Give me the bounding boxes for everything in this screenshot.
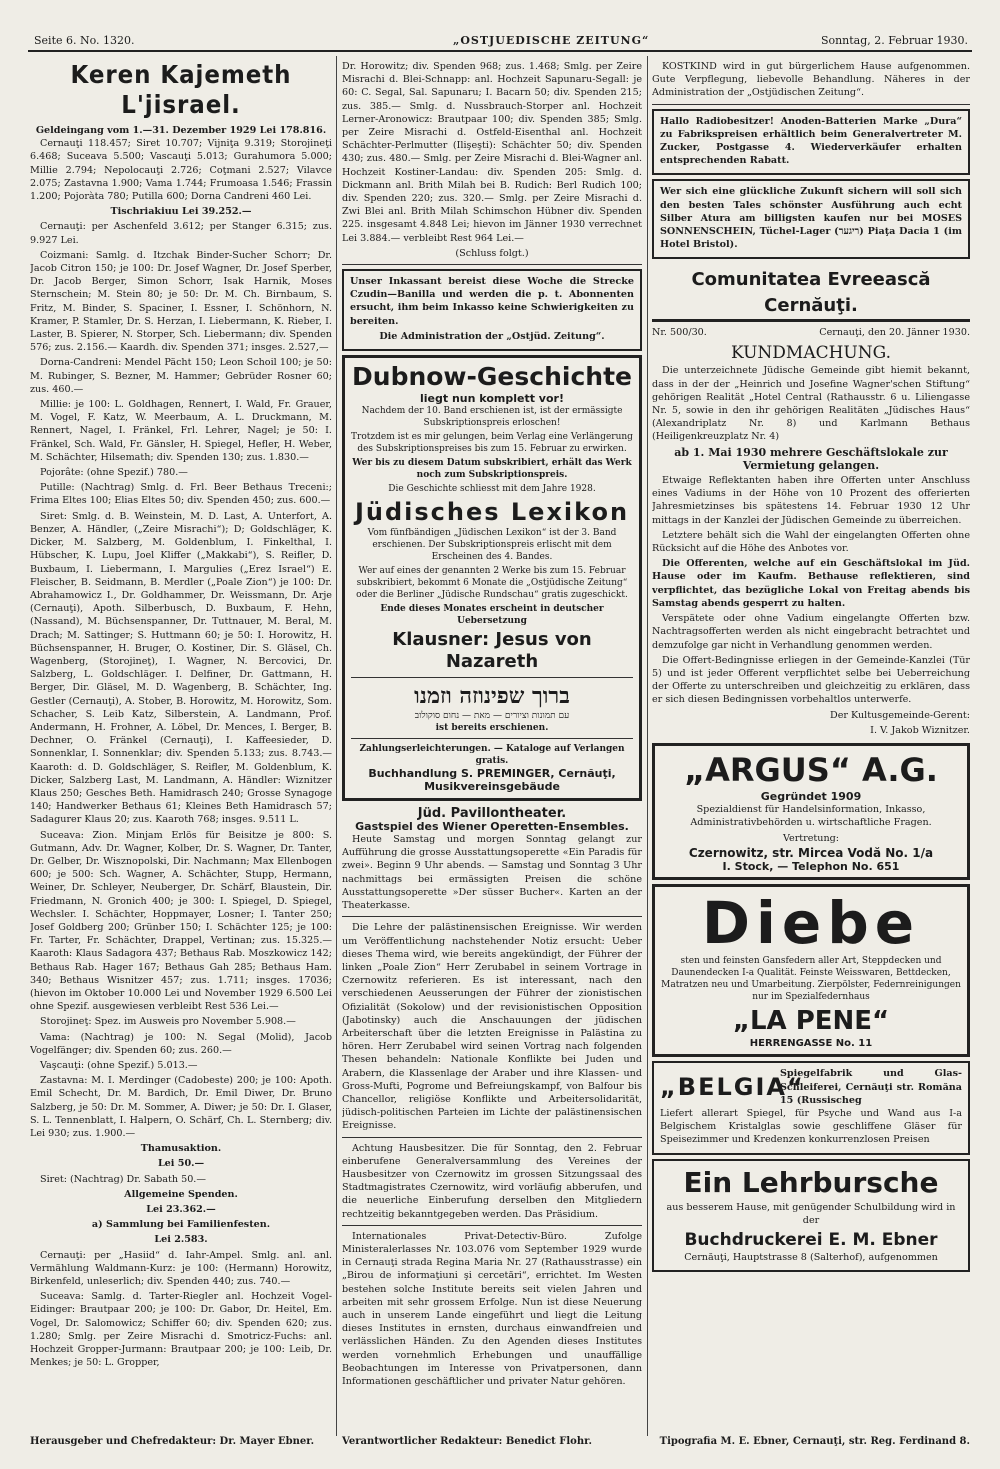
lexikon-title: Jüdisches Lexikon (354, 498, 630, 527)
subheading: Lei 50.— (157, 1158, 205, 1170)
kkl-intro: Geldeingang vom 1.—31. Dezember 1929 Lei 178.816. (35, 125, 327, 136)
article-paragraph: Vama: (Nachtrag) je 100: N. Segal (Molid), Jacob Vogelfänger; div. Spenden 60; zus. 260.— (30, 1031, 332, 1056)
article-paragraph: Siret: (Nachtrag) Dr. Sabath 50.— (40, 1173, 206, 1185)
ad-text: Wer bis zu diesem Datum subskribiert, erhält das Werk noch zum Subskriptionspreis. (352, 458, 632, 481)
ad-text: Nachdem der 10. Band erschienen ist, ist der ermässigte Subskriptionspreis erloschen! (361, 406, 623, 429)
to-be-continued: (Schluss folgt.) (455, 247, 529, 259)
newspaper-title: „OSTJUEDISCHE ZEITUNG“ (453, 34, 650, 47)
column-3 (652, 60, 970, 1432)
ad-text: Wer auf eines der genannten 2 Werke bis zum 15. Februar subskribiert, bekommt 6 Monate die „Ostjüdische Zeitung“ oder die Berliner „Jüdische Rundschau“ gratis zugeschickt. (356, 566, 628, 601)
ad-text: Ende dieses Monates erscheint in deutscher Uebersetzung (380, 604, 604, 627)
article-paragraph: Cernauţi 118.457; Siret 10.707; Vijniţa 9.319; Storojineţi 6.468; Suceava 5.500; Vascauţi 5.013; Gurahumora 5.000; Millie 2.794; Nepolocauţi 2.726; Coţmani 2.527; Vilavce 2.075; Zastavna 1.900; Vama 1.744; Frumoasa 1.546; Frassin 1.200; Pojoràta 780; Putilla 600; Dorna Candreni 460 Lei. (30, 138, 332, 203)
theater-subtitle: Gastspiel des Wiener Operetten-Ensembles. (355, 819, 629, 833)
diebe-title: Diebe (701, 889, 921, 958)
document-number: Nr. 500/30. (652, 327, 707, 339)
community-title: Comunitatea Evreească Cernăuţi. (652, 267, 970, 322)
article-paragraph: Suceava: Zion. Minjam Erlös für Beisitze je 800: S. Gutmann, Adv. Dr. Wagner, Kolber, Dr. S. Wagner, Dr. Tanter, Dr. Gelber, Dr. Wisznopolski, Dir. Nachmann; Max Ellenbogen 600; je 500: Sch. Wagner, A. Schächter, Stupp, Hermann, Weiner, Dr. Schleyer, Neuberger, Dr. Schärf, Blaustein, Dir. Friedmann, N. Gronich 400; je 300: I. Spiegel, D. Spiegel, Wechsler. I. Schächter, Hoppmayer, Losner; I. Tanter 250; Josef Goldberg 200; Grünber 150; I. Schächter 125; je 100: Fr. Tarter, Fr. Schächter, Drappel, Vertinan; zus. 15.325.— Kaaroth: Klaus Sadagora 437; Bethaus Rab. Moszkowicz 142; Bethaus Rab. Hager 167; Bethaus Gah 285; Bethaus Ham. 340; Bethaus Wisnitzer 457; zus. 1.711; insges. 17036; (hievon im Oktober 10.000 Lei und November 1929 6.500 Lei ohne Spezif. ausgewiesen verbleibt Rest 536 Lei.— (30, 829, 332, 1013)
argus-ad (652, 743, 970, 880)
belgia-ad (652, 1061, 970, 1154)
page-header (28, 32, 972, 52)
subheading: Tischriakiuu Lei 39.252.— (110, 206, 252, 218)
announcement-signature: Der Kultusgemeinde-Gerent: (830, 709, 970, 721)
ad-text: Vertretung: (782, 832, 840, 844)
bookstore-name: Buchhandlung S. PREMINGER, Cernăuţi, Musikvereinsgebäude (368, 767, 616, 794)
collector-notice (342, 269, 642, 351)
ad-text: Spiegelfabrik und Glas-Schleiferei, Cernăuţi str. Romăna 15 (Russischeg (780, 1068, 962, 1106)
announcement-text: Die Offerenten, welche auf ein Geschäftslokal im Jüd. Hause oder im Kaufm. Bethause reflektieren, sind verpflichtet, das bezügliche Lokal von Freitag abends bis Samstag abends gesperrt zu halten. (652, 558, 970, 609)
issue-date: Sonntag, 2. Februar 1930. (820, 34, 968, 47)
article-paragraph: Siret: Smlg. d. B. Weinstein, M. D. Last, A. Unterfort, A. Benzer, A. Händler, („Zeire Misrachi“); D; Goldschläger, K. Dicker, M. Salzberg, M. Goldenblum, I. Finkelthal, I. Hübscher, K. Lupu, Joel Kliffer („Makkabi“), S. Reifler, D. Buxbaum, I. Liebermann, I. Margulies („Erez Israel“) E. Fleischer, B. Seidmann, B. Merdler („Poale Zion“) je 100: Dr. Abrahamowicz I., Dr. Goldhammer, Dr. Weissmann, Dr. Arje (Cernauţi), Apoth. Silberbusch, D. Buxbaum, F. Hehn, (Nassand), M. Büchsenspanner, Dr. Tuttnauer, M. Beral, M. Drach; M. Sattinger; S. Huttmann 60; je 50: I. Horowitz, H. Büchsenspanner, H. Bruger, O. Kostiner, Dir. S. Gläsel, Ch. Wagenberg, (Storojineţ), I. Wagner, N. Bercovici, Dr. Salzberg, L. Goldschläger. I. Delfiner, Dr. Gattmann, H. Berger, Dir. Gläsel, M. D. Wagenberg, B. Schächter, Ing. Gestler (Cernauţi), A. Stober, B. Horowitz, M. Horowitz, Som. Schacher, S. Leib Katz, Silberstein, A. Landmann, Prof. Andermann, H. Frohner, A. Löbel, Dr. Mences, I. Berger, B. Dechner, O. Fränkel (Cernauţi), I. Kaffeesieder, D. Sonnenklar, I. Sonnenklar; div. Spenden 5.133; zus. 8.743.— Kaaroth: d. D. Goldschläger, S. Reifler, M. Goldenblum, K. Dicker, Salzberg Last, M. Landmann, A. Händler: Wiznitzer Klaus 250; Gesches Beth. Hamidrasch 240; Grosse Synagoge 140; Handwerker Bethaus 61; Kleines Beth Hamidrasch 57; Sadagurer Klaus 20; zus. Kaaroth 768; insges. 9.511 L. (30, 510, 332, 826)
footer-publisher: Herausgeber und Chefredakteur: Dr. Mayer Ebner. (30, 1436, 315, 1447)
article-paragraph: Die Lehre der palästinensischen Ereignisse. Wir werden um Veröffentlichung nachstehender Notiz ersucht: Ueber dieses Thema wird, wie bereits angekündigt, der Führer der linken „Poale Zion“ Herr Zerubabel in seinem Vortrage in Czernowitz referieren. Es ist interessant, nach den verschiedenen Aeusserungen der Führer der zionistischen Ofizialität (Sokolow) und der revisionistischen Opposition (Jabotinsky) auch die Anschauungen der jüdischen Arbeiterschaft über die letzten Ereignisse in Palästina zu hören. Herr Zerubabel wird seinen Vortrag nach folgenden Thesen behandeln: Nationale Konflikte bei Juden und Arabern, die Klassenlage der Araber und ihre Klassen- und Gross-Mufti, Pogrome und Befreiungskampf, von Balfour bis Chancellor, religiöse Konflikte und Arbeitersolidarität, jüdisch-politischen Parteien im Lichte der palästinensischen Ereignisse. (342, 922, 642, 1132)
belgia-title: „BELGIA“ (660, 1073, 805, 1102)
article-paragraph: Dorna-Candreni: Mendel Pächt 150; Leon Schoil 100; je 50: M. Rubinger, S. Bezner, M. Hammer; Gebrüder Rosner 60; zus. 460.— (30, 357, 332, 395)
dubnow-title: Dubnow-Geschichte (352, 362, 632, 392)
classified-ad: KOSTKIND wird in gut bürgerlichem Hause aufgenommen. Gute Verpflegung, liebevolle Behandlung. Näheres in der Administration der „Ostjüdischen Zeitung“. (652, 61, 970, 99)
announcement-text: Etwaige Reflektanten haben ihre Offerten unter Anschluss eines Vadiums in der Höhe von 10 Prozent des offerierten Jahresmietzinses bis spätestens 14. Februar 1930 12 Uhr mittags in der Kanzlei der Jüdischen Gemeinde zu überreichen. (652, 475, 970, 526)
klausner-title: Klausner: Jesus von Nazareth (392, 629, 592, 673)
article-paragraph: Storojineţ: Spez. im Ausweis pro November 5.908.— (40, 1016, 296, 1028)
tallit-ad (652, 179, 970, 259)
ad-text: Die Geschichte schliesst mit dem Jahre 1928. (388, 484, 596, 495)
ad-text: Liefert allerart Spiegel, für Psyche und Wand aus I-a Belgischem Kristalglas sowie geschliffene Gläser für Speisezimmer und Kredenzen konkurrenzlosen Preisen (660, 1107, 962, 1146)
document-date: Cernauţi, den 20. Jänner 1930. (819, 327, 970, 339)
argus-subtitle: Gegründet 1909 (760, 789, 862, 803)
announcement-highlight: ab 1. Mai 1930 mehrere Geschäftslokale zur Vermietung gelangen. (674, 445, 948, 472)
lapene-title: „LA PENE“ (732, 1006, 890, 1037)
notice-signature: Die Administration der „Ostjüd. Zeitung“. (379, 330, 605, 342)
subheading: Lei 23.362.— (146, 1204, 216, 1216)
argus-phone: I. Stock, — Telephon No. 651 (722, 859, 900, 873)
article-paragraph: Putille: (Nachtrag) Smlg. d. Frl. Beer Bethaus Treceni:; Frima Eltes 100; Elias Eltes 50; div. Spenden 450; zus. 600.— (30, 482, 332, 507)
column-divider (336, 56, 337, 1436)
apprentice-title: Ein Lehrbursche (683, 1165, 939, 1199)
argus-title: „ARGUS“ A.G. (684, 750, 938, 789)
article-paragraph: Dr. Horowitz; div. Spenden 968; zus. 1.468; Smlg. per Zeire Misrachi d. Blei-Schnapp: anl. Hochzeit Sapunaru-Segall: je 60: C. Segal, Sal. Sapunaru; I. Bacarn 50; div. Spenden 215; zus. 385.— Smlg. d. Nussbrauch-Storper anl. Hochzeit Lerner-Aronowicz: Brautpaar 100; div. Spenden 385; Smlg. per Zeire Misrachi d. Ostfeld-Eisenthal anl. Hochzeit Schächter-Perlmutter (Ilişeşti): Schächter 50; div. Spenden 430; zus. 480.— Smlg. per Zeire Misrachi d. Blei-Wagner anl. Hochzeit Kostiner-Landau: div. Spenden 205: Smlg. d. Dickmann anl. Brith Milah bei B. Rudich: Berl Rudich 100; div. Spenden 220; zus. 320.— Smlg. per Zeire Misrachi d. Zwi Blei anl. Brith Milah Schimschon Hübner div. Spenden 225. insgesamt 4.848 Lei; hievon im Jänner 1930 verrechnet Lei 3.884.— verbleibt Rest 964 Lei.— (342, 61, 642, 244)
announcement-title: KUNDMACHUNG. (730, 343, 892, 364)
argus-address: Czernowitz, str. Mircea Vodă No. 1/a (688, 845, 934, 860)
article-paragraph: Suceava: Samlg. d. Tarter-Riegler anl. Hochzeit Vogel-Eidinger: Brautpaar 200; je 100: Dr. Gabor, Dr. Heitel, Em. Vogel, Dr. Salomowicz; Schiffer 60; div. Spenden 620; zus. 1.280; Smlg. per Zeire Misrachi d. Smotricz-Fuchs: anl. Hochzeit Gropper-Jurmann: Brautpaar 200; je 100: Leib, Dr. Menkes; je 50: L. Gropper, (30, 1291, 332, 1369)
divider (342, 264, 642, 265)
article-paragraph: Coizmani: Samlg. d. Itzchak Binder-Sucher Schorr; Dr. Jacob Citron 150; je 100: Dr. Josef Wagner, Dr. Josef Sperber, Dr. Jacob Berger, Simon Schorr, Isak Harnik, Moses Sternschein; M. Stein 80; je 50: Dr. M. Ch. Birnbaum, S. Fritz, M. Binder, S. Spaciner, I. Essner, I. Schönhorn, N. Kramer, P. Stamler, Dr. S. Herzan, I. Liebermann, K. Rieber, I. Laster, B. Spierer, N. Storper, Sch. Liebermann; div. Spenden 576; zus. 2.156.— Kaardh. div. Spenden 371; insges. 2.527,— (30, 249, 332, 354)
page-number: Seite 6. No. 1320. (34, 34, 135, 47)
ad-text: Wer sich eine glückliche Zukunft sichern will soll sich den besten Tales schönster Ausführung auch echt Silber Atura am billigsten kaufen nur bei MOSES SONNENSCHEIN, Tüchel-Lager (ריגער) Piaţa Dacia 1 (im Hotel Bristol). (660, 186, 962, 251)
lapene-ad (652, 884, 970, 1057)
column-1 (30, 60, 332, 1432)
lapene-address: HERRENGASSE No. 11 (749, 1038, 873, 1050)
ad-text: sten und feinsten Gansfedern aller Art, Steppdecken und Daunendecken I-a Qualität. Feinste Weisswaren, Bettdecken, Matratzen neu und Umarbeitung. Zierpölster, Federnreinigungen nur im Spezialfedernhaus (661, 956, 961, 1003)
subheading: Thamusaktion. (140, 1143, 222, 1155)
bookstore-ad (342, 355, 642, 801)
footer-editor: Verantwortlicher Redakteur: Benedict Flohr. (342, 1436, 592, 1447)
ad-text: Spezialdienst für Handelsinformation, Inkasso, Administrativbehörden u. wirtschaftliche Fragen. (690, 804, 932, 829)
article-paragraph: Millie: je 100: L. Goldhagen, Rennert, I. Wald, Fr. Grauer, M. Vogel, F. Katz, W. Meerbaum, A. L. Druckmann, M. Rennert, Nagel, I. Fränkel, Frl. Lehrer, Nagel; je 50: I. Fränkel, Sch. Wald, Fr. Gänsler, H. Spiegel, Hefler, H. Weber, M. Schächter, Hilsemath; div. Spenden 130; zus. 1.830.— (30, 399, 332, 463)
dubnow-subtitle: liegt nun komplett vor! (420, 392, 564, 406)
article-paragraph: Cernauţi: per „Hasiid“ d. Iahr-Ampel. Smlg. anl. anl. Vermählung Waldmann-Kurz: je 100: (Hermann) Horowitz, Birkenfeld, unleserlich; div. Spenden 440; zus. 740.— (30, 1249, 332, 1288)
ad-text: Hallo Radiobesitzer! Anoden-Batterien Marke „Dura“ zu Fabrikspreisen erhältlich beim Generalvertreter M. Zucker, Postgasse 4. Wiederverkäufer erhalten entsprechenden Rabatt. (660, 115, 962, 167)
kkl-headline: Keren Kajemeth L'jisrael. (70, 60, 292, 119)
announcement-text: Die unterzeichnete Jüdische Gemeinde gibt hiemit bekannt, dass in der der „Heinrich und Josefine Wagner'schen Stiftung“ gehörigen Realität „Hotel Central (Rathausstr. 6 u. Liliengasse Nr. 5, sowie in den ihr gehörigen Realitäten „Jüdisches Haus“ (Alexandriplatz Nr. 8) und Karlmann Bethaus (Heiligenkreuzplatz Nr. 4) (652, 365, 970, 443)
subheading: Lei 2.583. (154, 1234, 208, 1246)
theater-text: Heute Samstag und morgen Sonntag gelangt zur Aufführung die grosse Ausstattungsoperette «Ein Paradis für zwei». Beginn 9 Uhr abends. — Samstag und Sonntag 3 Uhr nachmittags bei ermässigten Preisen die schöne Ausstattungsoperette »Der süsser Bucher«. Karten an der Theaterkasse. (342, 834, 642, 912)
ad-text: ist bereits erschienen. (435, 723, 549, 734)
ad-text: aus besserem Hause, mit genügender Schulbildung wird in der (666, 1201, 956, 1226)
notice-text: Unser Inkassant bereist diese Woche die Strecke Czudin—Banilla und werden die p. t. Abonnenten ersucht, ihm beim Inkasso keine Schwierigkeiten zu bereiten. (350, 276, 634, 327)
hebrew-title: ברוך שפינוזה וזמנו (414, 683, 570, 710)
article-paragraph: Cernauţi: per Aschenfeld 3.612; per Stanger 6.315; zus. 9.927 Lei. (30, 221, 332, 246)
subheading: a) Sammlung bei Familienfesten. (91, 1219, 271, 1231)
announcement-text: Die Offert-Bedingnisse erliegen in der Gemeinde-Kanzlei (Tür 5) und ist jeder Offerent verpflichtet selbe bei Ueberreichung der Offerte zu unterschreiben und gleichzeitig zu erklären, dass er sich diesen Bedingnissen vorbehaltlos unterwerfe. (652, 654, 970, 706)
article-paragraph: Pojorâte: (ohne Spezif.) 780.— (40, 467, 188, 479)
apprentice-ad (652, 1159, 970, 1273)
article-paragraph: Internationales Privat-Detectiv-Büro. Zufolge Ministeralerlasses Nr. 103.076 vom September 1929 wurde in Cernauţi strada Regina Maria Nr. 27 (Rathausstrasse) ein „Birou de informaţiuni şi cercetări“, errichtet. Im Westen bestehen solche Institute bereits seit vielen Jahren und arbeiten mit sehr grossem Erfolge. Nun ist diese Neuerung auch in unserem Lande eingeführt und liegt die Leitung dieses Institutes in ernsten, durchaus einwandfreien und verlässlichen Händen. Zu den Agenden dieses Institutes werden vornehmlich Erhebungen und unauffällige Beobachtungen im Interesse von Privatpersonen, dann Informationen geschäftlicher und privater Natur gehören. (342, 1230, 642, 1387)
column-2 (342, 60, 642, 1432)
hebrew-subtitle: עם תמונות וציורים — מאת — נחום סוקולוב (414, 711, 570, 722)
announcement-text: Verspätete oder ohne Vadium eingelangte Offerten bzw. Nachtragsofferten werden als nicht eingebracht betrachtet und demzufolge gar nicht in Verhandlung genommen werden. (652, 613, 970, 651)
column-divider (647, 56, 648, 1436)
ad-text: Trotzdem ist es mir gelungen, beim Verlag eine Verlängerung des Subskriptionspreises bis zum 15. Februar zu erwirken. (351, 432, 633, 455)
subheading: Allgemeine Spenden. (124, 1188, 238, 1200)
ad-text: Vom fünfbändigen „Jüdischen Lexikon“ ist der 3. Band erschienen. Der Subskriptionspreis erlischt mit dem Erscheinen des 4. Bandes. (367, 528, 617, 563)
article-paragraph: Vaşcauţi: (ohne Spezif.) 5.013.— (40, 1060, 198, 1072)
radio-ad (652, 109, 970, 176)
printer-name: Buchdruckerei E. M. Ebner (684, 1229, 938, 1250)
theater-title: Jüd. Pavillontheater. (417, 805, 567, 821)
ad-text: Cernăuţi, Hauptstrasse 8 (Salterhof), aufgenommen (684, 1251, 938, 1263)
article-paragraph: Zastavna: M. I. Merdinger (Cadobeste) 200; je 100: Apoth. Emil Schecht, Dr. M. Bardich, Dr. Emil Diwer, Dr. Bruno Salzberg, je 50: Dr. M. Sommer, A. Diwer; je 50: Dr. I. Glaser, S. L. Tennenblatt, I. Halpern, O. Schärf, Ch. L. Sternberg; div. Lei 930; zus. 1.900.— (30, 1075, 332, 1140)
announcement-text: Letztere behält sich die Wahl der eingelangten Offerten ohne Rücksicht auf die Höhe des Anbotes vor. (652, 529, 970, 555)
article-paragraph: Achtung Hausbesitzer. Die für Sonntag, den 2. Februar einberufene Generalversammlung des Vereines der Hausbesitzer von Czernowitz im grossen Sitzungssaal des Stadtmagistrates Czernowitz, wird vorläufig abberufen, und die neuerliche Einberufung derselben den Mitgliedern rechtzeitig bekanntgegeben werden. Das Präsidium. (342, 1142, 642, 1220)
announcement-signature: I. V. Jakob Wiznitzer. (870, 724, 970, 736)
footer-printer: Tipografia M. E. Ebner, Cernauţi, str. Reg. Ferdinand 8. (659, 1436, 970, 1447)
ad-text: Zahlungserleichterungen. — Kataloge auf Verlangen gratis. (359, 744, 625, 767)
